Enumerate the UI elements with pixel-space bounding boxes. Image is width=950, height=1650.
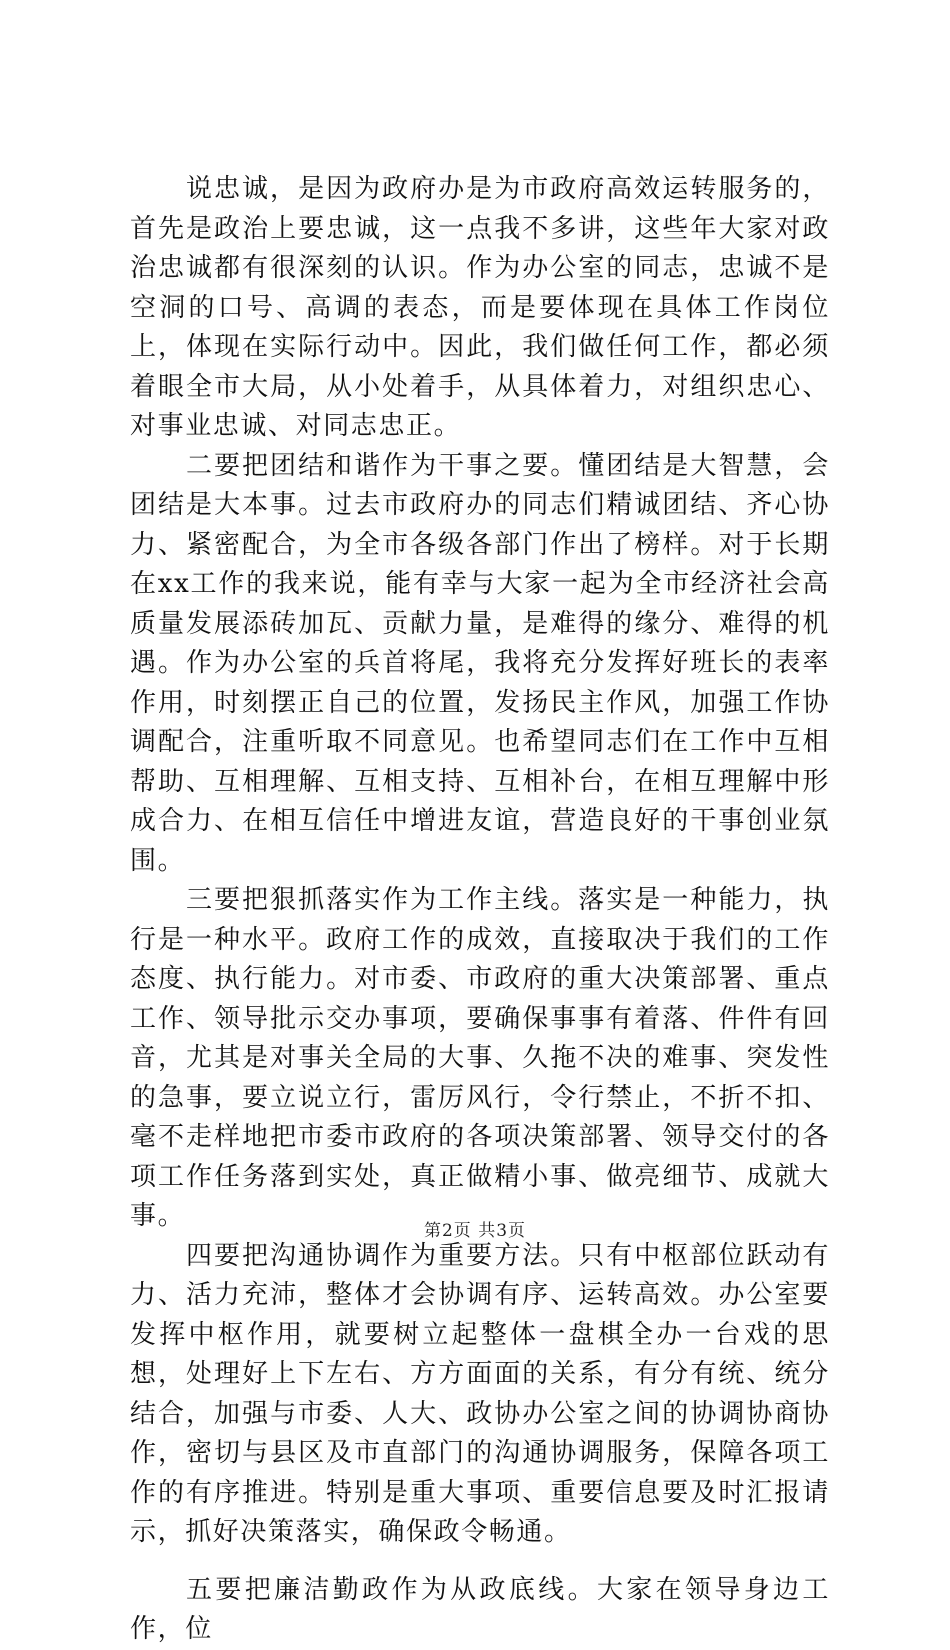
paragraph-integrity: 五要把廉洁勤政作为从政底线。大家在领导身边工作，位	[130, 1574, 830, 1644]
paragraph-loyalty: 说忠诚，是因为政府办是为市政府高效运转服务的，首先是政治上要忠诚，这一点我不多讲，这些年大家对政治忠诚都有很深刻的认识。作为办公室的同志，忠诚不是空洞的口号、高调的表态，而是要体现在具体工作岗位上，体现在实际行动中。因此，我们做任何工作，都必须着眼全市大局，从小处着手，从具体着力，对组织忠心、对事业忠诚、对同志忠正。	[130, 174, 830, 441]
paragraph-coordination: 四要把沟通协调作为重要方法。只有中枢部位跃动有力、活力充沛，整体才会协调有序、运转高效。办公室要发挥中枢作用，就要树立起整体一盘棋全办一台戏的思想，处理好上下左右、方方面面的关系，有分有统、统分结合，加强与市委、人大、政协办公室之间的协调协商协作，密切与县区及市直部门的沟通协调服务，保障各项工作的有序推进。特别是重大事项、重要信息要及时汇报请示，抓好决策落实，确保政令畅通。	[130, 1240, 830, 1547]
paragraph-implementation: 三要把狠抓落实作为工作主线。落实是一种能力，执行是一种水平。政府工作的成效，直接取决于我们的工作态度、执行能力。对市委、市政府的重大决策部署、重点工作、领导批示交办事项，要确保事事有着落、件件有回音，尤其是对事关全局的大事、久拖不决的难事、突发性的急事，要立说立行，雷厉风行，令行禁止，不折不扣、毫不走样地把市委市政府的各项决策部署、领导交付的各项工作任务落到实处，真正做精小事、做亮细节、成就大事。	[130, 885, 830, 1231]
page-number-label: 第2页 共3页	[423, 1221, 527, 1241]
page-footer	[0, 1216, 950, 1241]
paragraph-unity: 二要把团结和谐作为干事之要。懂团结是大智慧，会团结是大本事。过去市政府办的同志们精诚团结、齐心协力、紧密配合，为全市各级各部门作出了榜样。对于长期在xx工作的我来说，能有幸与大家一起为全市经济社会高质量发展添砖加瓦、贡献力量，是难得的缘分、难得的机遇。作为办公室的兵首将尾，我将充分发挥好班长的表率作用，时刻摆正自己的位置，发扬民主作风，加强工作协调配合，注重听取不同意见。也希望同志们在工作中互相帮助、互相理解、互相支持、互相补台，在相互理解中形成合力、在相互信任中增进友谊，营造良好的干事创业氛围。	[130, 450, 830, 876]
document-body	[130, 170, 830, 1650]
